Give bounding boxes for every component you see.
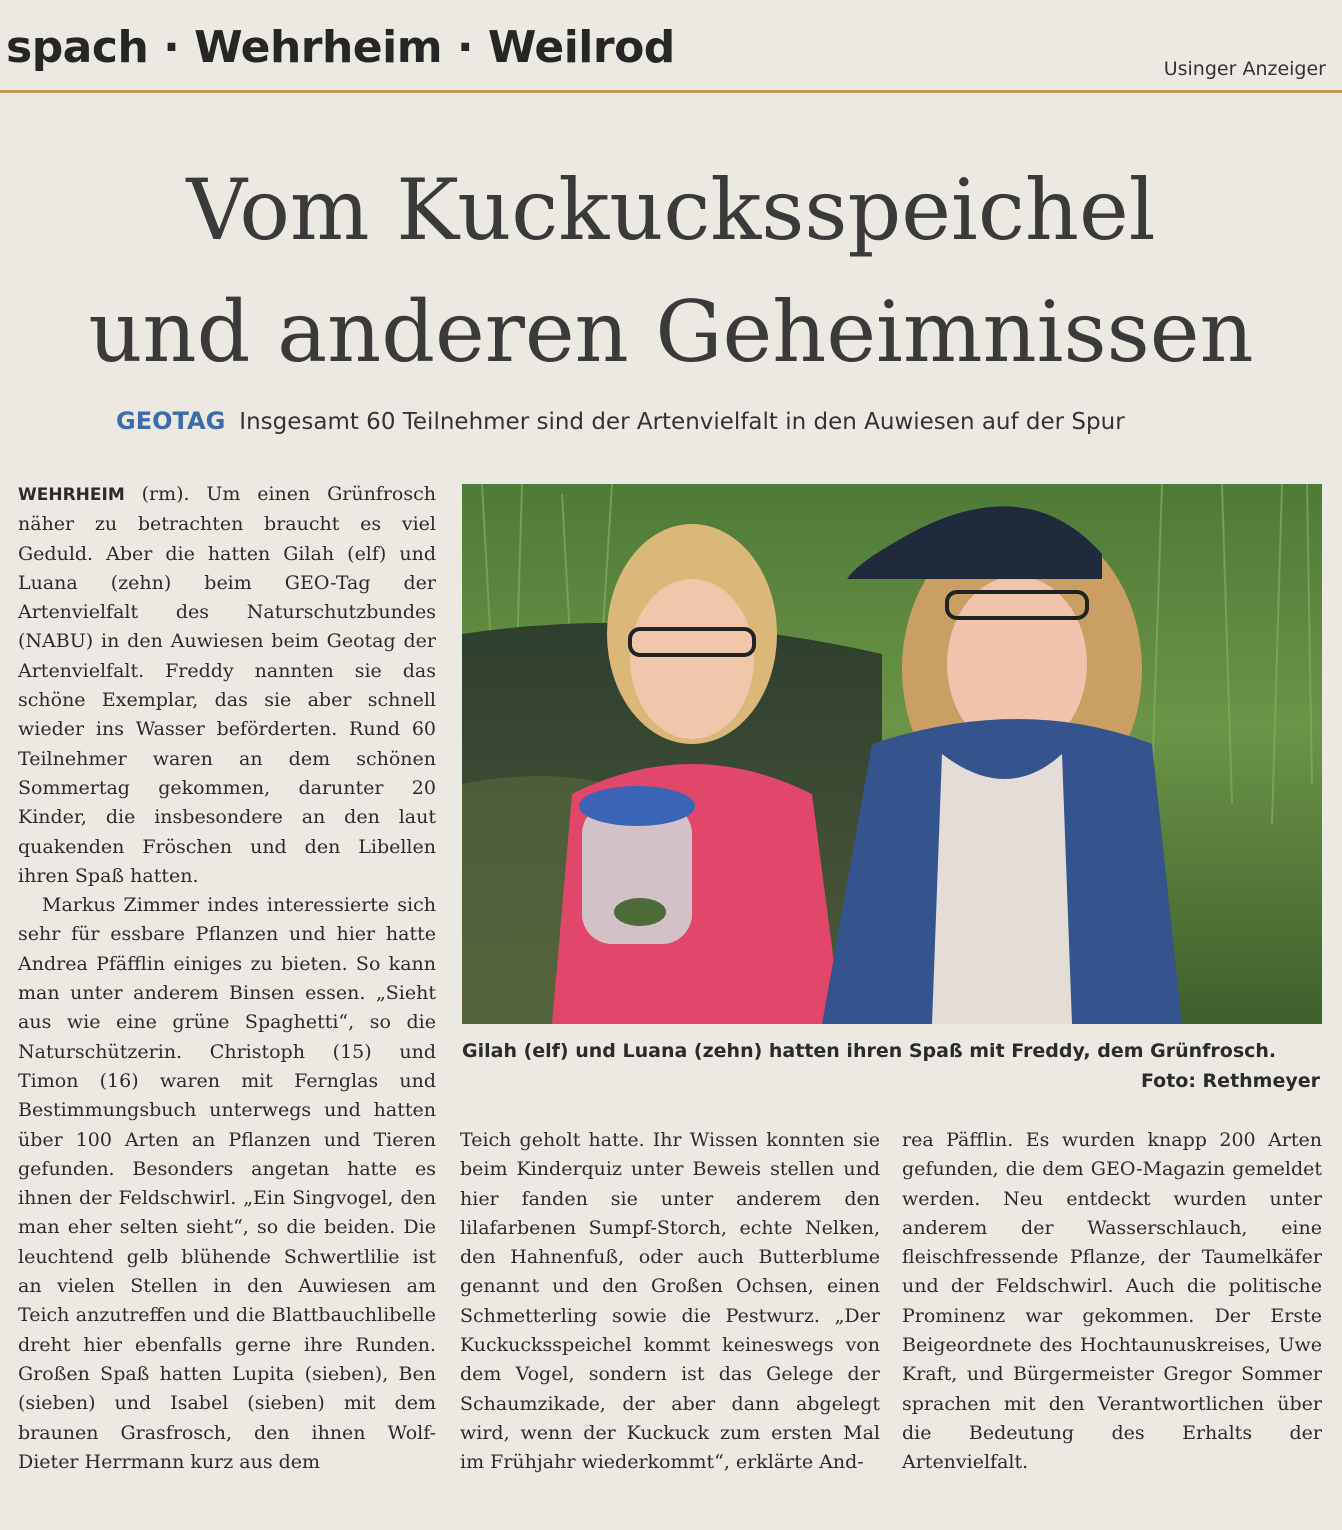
paragraph-1 — [18, 480, 436, 891]
photo-credit: Foto: Rethmeyer — [1140, 1070, 1320, 1092]
article-column-2 — [460, 1126, 880, 1478]
column-3-text: rea Päfflin. Es wurden knapp 200 Arten gefunden, die dem GEO-Magazin gemeldet werden. Neu entdeckt wurden unter anderem der Wasserschlauch, eine fleischfressende Pflanze, der Taumelkäfer und der Feldschwirl. Auch die politische Prominenz war gekommen. Der Erste Beigeordnete des Hochtaunuskreises, Uwe Kraft, und Bürgermeister Gregor Sommer sprachen mit den Verantwortlichen über die Bedeutung des Erhalts der Artenvielfalt. — [902, 1129, 1322, 1474]
column-2-text: Teich geholt hatte. Ihr Wissen konnten sie beim Kinderquiz unter Beweis stellen und hier fanden sie unter anderem den lilafarbenen Sumpf-Storch, echte Nelken, den Hahnenfuß, oder auch Butterblume genannt und den Großen Ochsen, einen Schmetterling sowie die Pestwurz. „Der Kuckucksspeichel kommt keineswegs von dem Vogel, sondern ist das Gelege der Schaumzikade, der aber dann abgelegt wird, wenn der Kuckuck zum ersten Mal im Frühjahr wiederkommt“, erklärte And- — [460, 1129, 880, 1474]
kicker: GEOTAG — [116, 407, 226, 435]
newspaper-name: Usinger Anzeiger — [1163, 58, 1326, 80]
dateline: WEHRHEIM — [18, 485, 125, 505]
article-photo — [462, 484, 1322, 1024]
subheadline — [116, 407, 1125, 435]
photo-illustration — [462, 484, 1322, 1024]
photo-caption: Gilah (elf) und Luana (zehn) hatten ihren Spaß mit Freddy, dem Grünfrosch. — [462, 1040, 1277, 1062]
paragraph-1-text: (rm). Um einen Grünfrosch näher zu betrachten braucht es viel Geduld. Aber die hatten Gilah (elf) und Luana (zehn) beim GEO-Tag der Artenvielfalt des Naturschutzbundes (NABU) in den Auwiesen beim Geotag der Artenvielfalt. Freddy nannten sie das schöne Exemplar, das sie aber schnell wieder ins Wasser beförderten. Rund 60 Teilnehmer waren an dem schönen Sommertag gekommen, darunter 20 Kinder, die insbesondere an den laut quakenden Fröschen und den Libellen ihren Spaß hatten. — [18, 483, 436, 887]
headline-line-1: Vom Kuckucksspeichel — [186, 161, 1156, 259]
header-divider — [0, 90, 1342, 93]
paragraph-2: Markus Zimmer indes interessierte sich sehr für essbare Pflanzen und hier hatte Andrea Pfäfflin einiges zu bieten. So kann man unter anderem Binsen essen. „Sieht aus wie eine grüne Spaghetti“, so die Naturschützerin. Christoph (15) und Timon (16) waren mit Fernglas und Bestimmungsbuch unterwegs und hatten über 100 Arten an Pflanzen und Tieren gefunden. Besonders angetan hatte es ihnen der Feldschwirl. „Ein Singvogel, den man eher selten sieht“, so die beiden. Die leuchtend gelb blühende Schwertlilie ist an vielen Stellen in den Auwiesen am Teich anzutreffen und die Blattbauchlibelle dreht hier ebenfalls gerne ihre Runden. Großen Spaß hatten Lupita (sieben), Ben (sieben) und Isabel (sieben) mit dem braunen Grasfrosch, den ihnen Wolf- Dieter Herrmann kurz aus dem — [18, 894, 436, 1473]
subheadline-text: Insgesamt 60 Teilnehmer sind der Artenvielfalt in den Auwiesen auf der Spur — [239, 409, 1125, 435]
headline-line-2: und anderen Geheimnissen — [88, 283, 1254, 381]
section-place-line: spach · Wehrheim · Weilrod — [6, 22, 675, 73]
article-column-3 — [902, 1126, 1322, 1478]
article-column-1 — [18, 480, 436, 1477]
